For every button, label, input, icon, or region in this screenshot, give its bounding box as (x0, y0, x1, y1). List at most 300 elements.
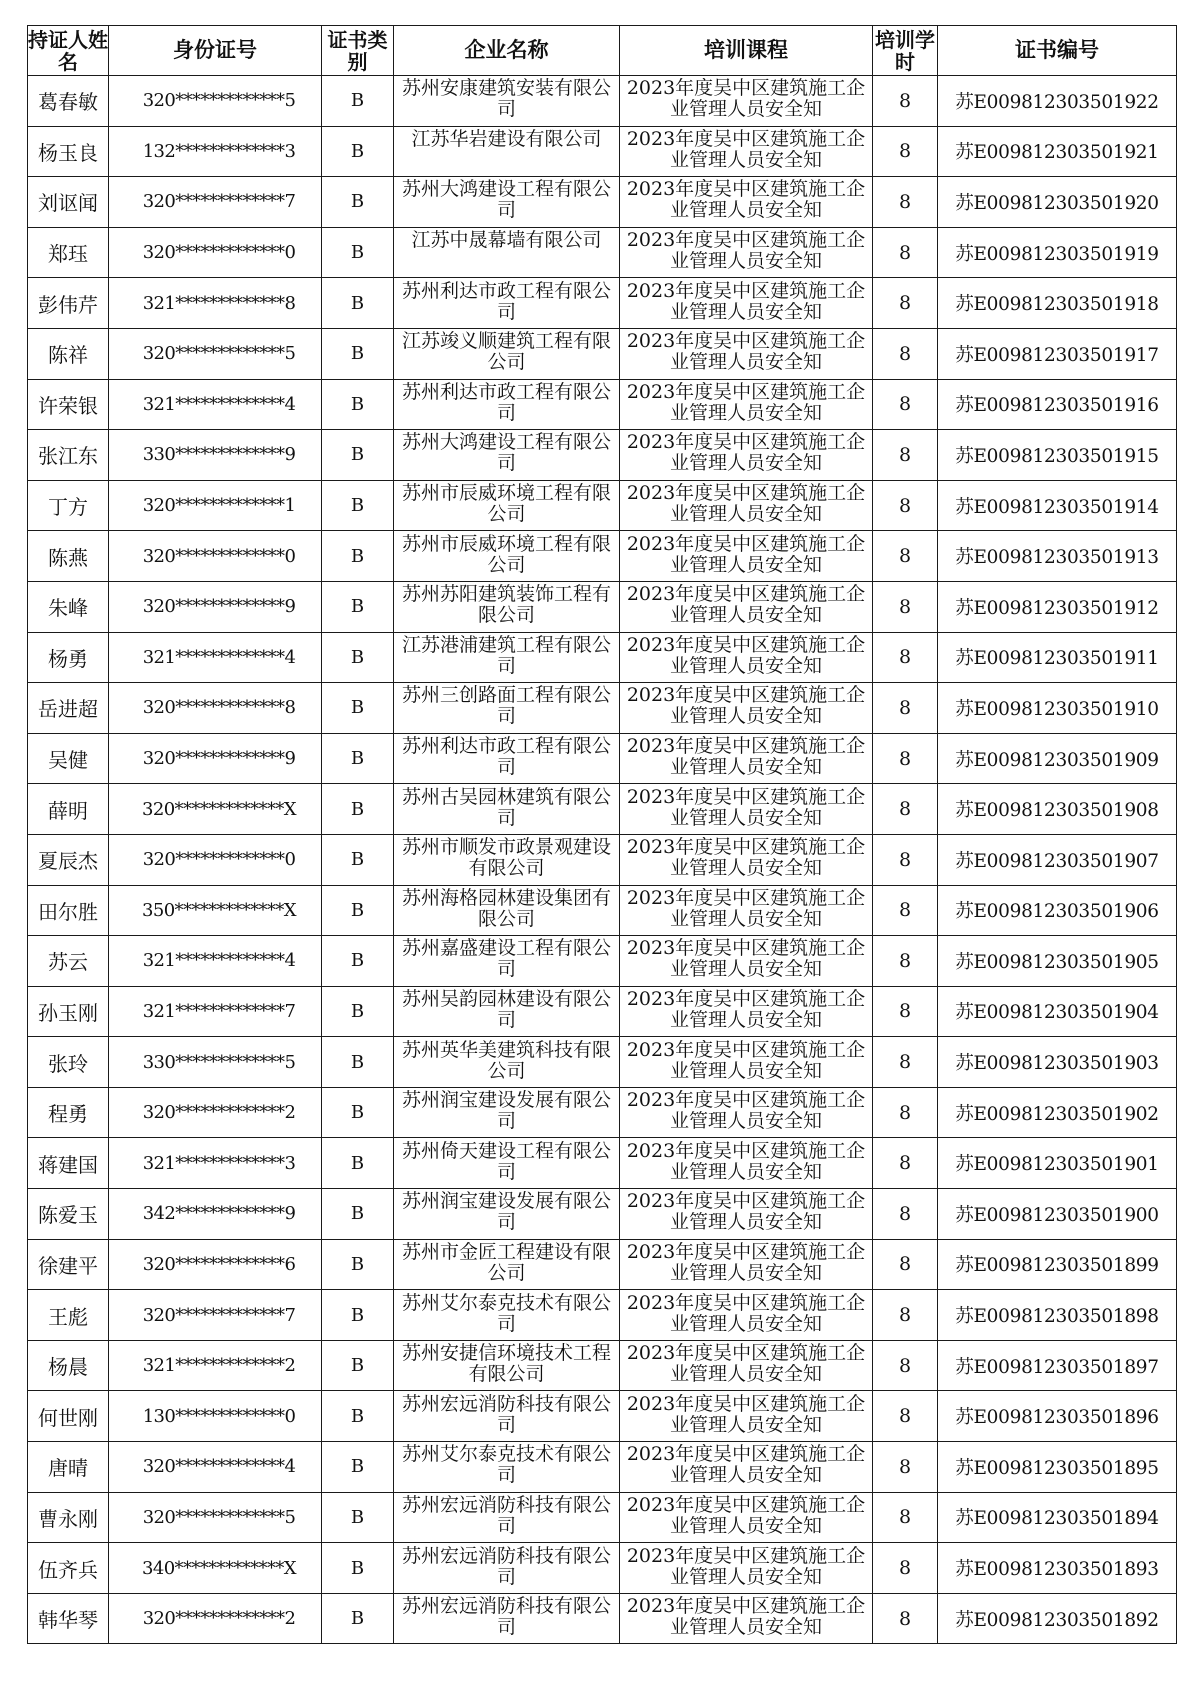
hours-cell: 8 (873, 1593, 938, 1644)
cert-number-cell: 苏E009812303501894 (938, 1492, 1177, 1543)
header-hours: 培训学时 (873, 26, 938, 76)
header-row (28, 26, 1177, 76)
id-number-cell: 320*************4 (109, 1442, 322, 1493)
course-cell (620, 683, 873, 734)
cert-type-cell: B (322, 1492, 394, 1543)
holder-name-cell: 韩华琴 (28, 1593, 109, 1644)
company-cell (394, 1239, 620, 1290)
table-row (28, 177, 1177, 228)
table-row (28, 1492, 1177, 1543)
id-number-cell: 320*************7 (109, 177, 322, 228)
course-cell (620, 1037, 873, 1088)
id-number-cell: 340*************X (109, 1543, 322, 1594)
id-number-cell: 342*************9 (109, 1189, 322, 1240)
course-cell (620, 936, 873, 987)
hours-cell: 8 (873, 328, 938, 379)
table-row (28, 1442, 1177, 1493)
holder-name-cell: 薛明 (28, 784, 109, 835)
course-cell (620, 531, 873, 582)
id-number-cell: 132*************3 (109, 126, 322, 177)
hours-cell: 8 (873, 834, 938, 885)
holder-name-cell: 唐晴 (28, 1442, 109, 1493)
course-cell-text: 2023年度吴中区建筑施工企业管理人员安全知 (626, 381, 866, 424)
cert-number-cell: 苏E009812303501920 (938, 177, 1177, 228)
course-cell (620, 379, 873, 430)
course-cell (620, 480, 873, 531)
cert-type-cell: B (322, 1037, 394, 1088)
course-cell (620, 1340, 873, 1391)
holder-name-cell: 田尔胜 (28, 885, 109, 936)
hours-cell: 8 (873, 1189, 938, 1240)
table-row (28, 126, 1177, 177)
hours-cell: 8 (873, 1087, 938, 1138)
cert-type-cell: B (322, 581, 394, 632)
table-row (28, 1189, 1177, 1240)
company-cell (394, 1138, 620, 1189)
company-cell (394, 177, 620, 228)
table-body (28, 76, 1177, 1644)
company-cell (394, 834, 620, 885)
id-number-cell: 321*************4 (109, 632, 322, 683)
course-cell-text: 2023年度吴中区建筑施工企业管理人员安全知 (626, 1241, 866, 1284)
course-cell-text: 2023年度吴中区建筑施工企业管理人员安全知 (626, 1596, 866, 1639)
holder-name-cell: 葛春敏 (28, 76, 109, 127)
table-row (28, 885, 1177, 936)
company-cell-text: 苏州倚天建设工程有限公司 (401, 1140, 611, 1183)
cert-type-cell: B (322, 784, 394, 835)
hours-cell: 8 (873, 784, 938, 835)
cert-type-cell: B (322, 227, 394, 278)
cert-number-cell: 苏E009812303501892 (938, 1593, 1177, 1644)
cert-type-cell: B (322, 177, 394, 228)
course-cell (620, 885, 873, 936)
company-cell-text: 江苏港浦建筑工程有限公司 (401, 634, 611, 677)
course-cell-text: 2023年度吴中区建筑施工企业管理人员安全知 (626, 988, 866, 1031)
holder-name-cell: 程勇 (28, 1087, 109, 1138)
cert-type-cell: B (322, 1442, 394, 1493)
cert-type-cell: B (322, 1239, 394, 1290)
course-cell-text: 2023年度吴中区建筑施工企业管理人员安全知 (626, 280, 866, 323)
course-cell (620, 1543, 873, 1594)
course-cell (620, 430, 873, 481)
company-cell-text: 苏州利达市政工程有限公司 (401, 736, 611, 779)
company-cell (394, 1442, 620, 1493)
holder-name-cell: 杨晨 (28, 1340, 109, 1391)
course-cell-text: 2023年度吴中区建筑施工企业管理人员安全知 (626, 533, 866, 576)
holder-name-cell: 杨玉良 (28, 126, 109, 177)
cert-number-cell: 苏E009812303501915 (938, 430, 1177, 481)
cert-number-cell: 苏E009812303501905 (938, 936, 1177, 987)
course-cell-text: 2023年度吴中区建筑施工企业管理人员安全知 (626, 685, 866, 728)
id-number-cell: 320*************5 (109, 1492, 322, 1543)
table-header (28, 26, 1177, 76)
table-row (28, 1138, 1177, 1189)
document-page (27, 25, 1176, 1644)
course-cell (620, 1189, 873, 1240)
id-number-cell: 321*************8 (109, 278, 322, 329)
holder-name-cell: 陈祥 (28, 328, 109, 379)
id-number-cell: 321*************4 (109, 379, 322, 430)
table-row (28, 278, 1177, 329)
cert-number-cell: 苏E009812303501897 (938, 1340, 1177, 1391)
table-row (28, 1239, 1177, 1290)
course-cell (620, 1492, 873, 1543)
course-cell-text: 2023年度吴中区建筑施工企业管理人员安全知 (626, 1292, 866, 1335)
header-id-number: 身份证号 (109, 26, 322, 76)
company-cell-text: 苏州市辰威环境工程有限公司 (401, 533, 611, 576)
id-number-cell: 321*************7 (109, 986, 322, 1037)
course-cell (620, 126, 873, 177)
company-cell (394, 430, 620, 481)
hours-cell: 8 (873, 278, 938, 329)
table-row (28, 430, 1177, 481)
holder-name-cell: 苏云 (28, 936, 109, 987)
hours-cell: 8 (873, 227, 938, 278)
hours-cell: 8 (873, 1492, 938, 1543)
header-holder-name: 持证人姓名 (28, 27, 108, 74)
cert-type-cell: B (322, 76, 394, 127)
cert-number-cell: 苏E009812303501900 (938, 1189, 1177, 1240)
table-row (28, 733, 1177, 784)
company-cell-text: 苏州宏远消防科技有限公司 (401, 1494, 611, 1537)
cert-number-cell: 苏E009812303501912 (938, 581, 1177, 632)
company-cell (394, 784, 620, 835)
course-cell (620, 632, 873, 683)
cert-number-cell: 苏E009812303501906 (938, 885, 1177, 936)
cert-number-cell: 苏E009812303501907 (938, 834, 1177, 885)
course-cell-text: 2023年度吴中区建筑施工企业管理人员安全知 (626, 1090, 866, 1133)
holder-name-cell: 王彪 (28, 1290, 109, 1341)
company-cell (394, 1492, 620, 1543)
holder-name-cell: 张玲 (28, 1037, 109, 1088)
table-row (28, 986, 1177, 1037)
company-cell (394, 531, 620, 582)
course-cell-text: 2023年度吴中区建筑施工企业管理人员安全知 (626, 331, 866, 374)
course-cell (620, 76, 873, 127)
holder-name-cell: 徐建平 (28, 1239, 109, 1290)
hours-cell: 8 (873, 480, 938, 531)
company-cell (394, 885, 620, 936)
cert-number-cell: 苏E009812303501903 (938, 1037, 1177, 1088)
cert-type-cell: B (322, 1543, 394, 1594)
course-cell (620, 1087, 873, 1138)
course-cell (620, 581, 873, 632)
company-cell-text: 江苏竣义顺建筑工程有限公司 (401, 331, 611, 374)
holder-name-cell: 夏辰杰 (28, 834, 109, 885)
course-cell (620, 1442, 873, 1493)
hours-cell: 8 (873, 733, 938, 784)
cert-number-cell: 苏E009812303501902 (938, 1087, 1177, 1138)
holder-name-cell: 丁方 (28, 480, 109, 531)
company-cell-text: 江苏华岩建设有限公司 (411, 128, 602, 150)
company-cell (394, 733, 620, 784)
id-number-cell: 320*************0 (109, 531, 322, 582)
course-cell-text: 2023年度吴中区建筑施工企业管理人员安全知 (626, 634, 866, 677)
holder-name-cell: 何世刚 (28, 1391, 109, 1442)
company-cell-text: 苏州宏远消防科技有限公司 (401, 1545, 611, 1588)
header-cert-number: 证书编号 (938, 26, 1177, 76)
table-row (28, 936, 1177, 987)
company-cell-text: 苏州艾尔泰克技术有限公司 (401, 1292, 611, 1335)
company-cell-text: 苏州古吴园林建筑有限公司 (401, 786, 611, 829)
table-row (28, 632, 1177, 683)
id-number-cell: 320*************6 (109, 1239, 322, 1290)
id-number-cell: 321*************4 (109, 936, 322, 987)
course-cell-text: 2023年度吴中区建筑施工企业管理人员安全知 (626, 837, 866, 880)
table-row (28, 531, 1177, 582)
cert-type-cell: B (322, 1290, 394, 1341)
cert-type-cell: B (322, 632, 394, 683)
holder-name-cell: 曹永刚 (28, 1492, 109, 1543)
company-cell (394, 632, 620, 683)
cert-type-cell: B (322, 986, 394, 1037)
table-row (28, 1037, 1177, 1088)
holder-name-cell: 许荣银 (28, 379, 109, 430)
cert-type-cell: B (322, 328, 394, 379)
hours-cell: 8 (873, 177, 938, 228)
company-cell (394, 1543, 620, 1594)
company-cell-text: 苏州嘉盛建设工程有限公司 (401, 938, 611, 981)
course-cell-text: 2023年度吴中区建筑施工企业管理人员安全知 (626, 887, 866, 930)
cert-number-cell: 苏E009812303501895 (938, 1442, 1177, 1493)
hours-cell: 8 (873, 126, 938, 177)
header-company: 企业名称 (394, 26, 620, 76)
holder-name-cell: 陈爱玉 (28, 1189, 109, 1240)
header-cert-type: 证书类别 (322, 26, 394, 76)
company-cell-text: 苏州市辰威环境工程有限公司 (401, 483, 611, 526)
hours-cell: 8 (873, 1543, 938, 1594)
company-cell-text: 苏州大鸿建设工程有限公司 (401, 432, 611, 475)
course-cell (620, 1593, 873, 1644)
table-row (28, 834, 1177, 885)
cert-type-cell: B (322, 531, 394, 582)
company-cell-text: 苏州吴韵园林建设有限公司 (401, 988, 611, 1031)
holder-name-cell: 杨勇 (28, 632, 109, 683)
cert-type-cell: B (322, 1189, 394, 1240)
cert-number-cell: 苏E009812303501909 (938, 733, 1177, 784)
company-cell (394, 1290, 620, 1341)
id-number-cell: 320*************9 (109, 581, 322, 632)
hours-cell: 8 (873, 1391, 938, 1442)
id-number-cell: 320*************8 (109, 683, 322, 734)
table-row (28, 581, 1177, 632)
course-cell-text: 2023年度吴中区建筑施工企业管理人员安全知 (626, 483, 866, 526)
company-cell-text: 苏州大鸿建设工程有限公司 (401, 179, 611, 222)
cert-number-cell: 苏E009812303501899 (938, 1239, 1177, 1290)
table-row (28, 227, 1177, 278)
hours-cell: 8 (873, 379, 938, 430)
cert-type-cell: B (322, 379, 394, 430)
company-cell (394, 936, 620, 987)
cert-type-cell: B (322, 936, 394, 987)
company-cell (394, 1593, 620, 1644)
company-cell-text: 苏州市顺发市政景观建设有限公司 (401, 837, 611, 880)
id-number-cell: 330*************5 (109, 1037, 322, 1088)
cert-type-cell: B (322, 278, 394, 329)
cert-type-cell: B (322, 1087, 394, 1138)
hours-cell: 8 (873, 885, 938, 936)
id-number-cell: 320*************0 (109, 227, 322, 278)
course-cell (620, 328, 873, 379)
id-number-cell: 330*************9 (109, 430, 322, 481)
id-number-cell: 320*************9 (109, 733, 322, 784)
course-cell-text: 2023年度吴中区建筑施工企业管理人员安全知 (626, 1545, 866, 1588)
hours-cell: 8 (873, 1037, 938, 1088)
course-cell (620, 733, 873, 784)
cert-number-cell: 苏E009812303501919 (938, 227, 1177, 278)
table-row (28, 480, 1177, 531)
id-number-cell: 350*************X (109, 885, 322, 936)
holder-name-cell: 蒋建国 (28, 1138, 109, 1189)
cert-type-cell: B (322, 1340, 394, 1391)
id-number-cell: 320*************1 (109, 480, 322, 531)
header-course: 培训课程 (620, 26, 873, 76)
company-cell-text: 苏州利达市政工程有限公司 (401, 280, 611, 323)
course-cell (620, 784, 873, 835)
course-cell-text: 2023年度吴中区建筑施工企业管理人员安全知 (626, 1393, 866, 1436)
course-cell-text: 2023年度吴中区建筑施工企业管理人员安全知 (626, 1444, 866, 1487)
id-number-cell: 130*************0 (109, 1391, 322, 1442)
course-cell-text: 2023年度吴中区建筑施工企业管理人员安全知 (626, 786, 866, 829)
table-row (28, 1543, 1177, 1594)
hours-cell: 8 (873, 581, 938, 632)
company-cell-text: 苏州英华美建筑科技有限公司 (401, 1039, 611, 1082)
cert-number-cell: 苏E009812303501904 (938, 986, 1177, 1037)
course-cell (620, 1391, 873, 1442)
course-cell (620, 177, 873, 228)
cert-number-cell: 苏E009812303501922 (938, 76, 1177, 127)
company-cell-text: 苏州宏远消防科技有限公司 (401, 1393, 611, 1436)
company-cell-text: 苏州润宝建设发展有限公司 (401, 1191, 611, 1234)
course-cell-text: 2023年度吴中区建筑施工企业管理人员安全知 (626, 179, 866, 222)
hours-cell: 8 (873, 632, 938, 683)
company-cell-text: 苏州市金匠工程建设有限公司 (401, 1241, 611, 1284)
id-number-cell: 320*************0 (109, 834, 322, 885)
cert-number-cell: 苏E009812303501913 (938, 531, 1177, 582)
company-cell-text: 苏州安捷信环境技术工程有限公司 (401, 1343, 611, 1386)
certificate-table (27, 25, 1177, 1644)
company-cell-text: 苏州润宝建设发展有限公司 (401, 1090, 611, 1133)
cert-number-cell: 苏E009812303501911 (938, 632, 1177, 683)
company-cell (394, 480, 620, 531)
holder-name-cell: 刘讴闻 (28, 177, 109, 228)
table-row (28, 379, 1177, 430)
company-cell-text: 苏州利达市政工程有限公司 (401, 381, 611, 424)
company-cell-text: 苏州艾尔泰克技术有限公司 (401, 1444, 611, 1487)
table-row (28, 1593, 1177, 1644)
hours-cell: 8 (873, 1138, 938, 1189)
course-cell-text: 2023年度吴中区建筑施工企业管理人员安全知 (626, 78, 866, 121)
cert-number-cell: 苏E009812303501918 (938, 278, 1177, 329)
hours-cell: 8 (873, 531, 938, 582)
company-cell (394, 581, 620, 632)
course-cell-text: 2023年度吴中区建筑施工企业管理人员安全知 (626, 938, 866, 981)
company-cell-text: 苏州海格园林建设集团有限公司 (401, 887, 611, 930)
cert-number-cell: 苏E009812303501901 (938, 1138, 1177, 1189)
course-cell (620, 278, 873, 329)
id-number-cell: 320*************7 (109, 1290, 322, 1341)
course-cell (620, 1290, 873, 1341)
id-number-cell: 320*************X (109, 784, 322, 835)
course-cell (620, 1239, 873, 1290)
course-cell-text: 2023年度吴中区建筑施工企业管理人员安全知 (626, 584, 866, 627)
cert-number-cell: 苏E009812303501898 (938, 1290, 1177, 1341)
cert-number-cell: 苏E009812303501893 (938, 1543, 1177, 1594)
company-cell (394, 227, 620, 278)
cert-type-cell: B (322, 480, 394, 531)
id-number-cell: 320*************5 (109, 328, 322, 379)
company-cell (394, 1340, 620, 1391)
company-cell (394, 379, 620, 430)
hours-cell: 8 (873, 986, 938, 1037)
course-cell (620, 1138, 873, 1189)
company-cell (394, 1037, 620, 1088)
course-cell-text: 2023年度吴中区建筑施工企业管理人员安全知 (626, 1494, 866, 1537)
holder-name-cell: 陈燕 (28, 531, 109, 582)
company-cell (394, 683, 620, 734)
cert-type-cell: B (322, 733, 394, 784)
cert-type-cell: B (322, 834, 394, 885)
course-cell-text: 2023年度吴中区建筑施工企业管理人员安全知 (626, 432, 866, 475)
holder-name-cell: 伍齐兵 (28, 1543, 109, 1594)
company-cell-text: 苏州宏远消防科技有限公司 (401, 1596, 611, 1639)
cert-number-cell: 苏E009812303501917 (938, 328, 1177, 379)
cert-number-cell: 苏E009812303501910 (938, 683, 1177, 734)
company-cell (394, 1189, 620, 1240)
cert-number-cell: 苏E009812303501921 (938, 126, 1177, 177)
table-row (28, 784, 1177, 835)
company-cell-text: 江苏中晟幕墙有限公司 (411, 230, 602, 252)
holder-name-cell: 岳进超 (28, 683, 109, 734)
holder-name-cell: 朱峰 (28, 581, 109, 632)
company-cell (394, 278, 620, 329)
holder-name-cell: 孙玉刚 (28, 986, 109, 1037)
hours-cell: 8 (873, 936, 938, 987)
cert-type-cell: B (322, 1593, 394, 1644)
holder-name-cell: 张江东 (28, 430, 109, 481)
id-number-cell: 321*************3 (109, 1138, 322, 1189)
course-cell (620, 986, 873, 1037)
company-cell (394, 986, 620, 1037)
table-row (28, 76, 1177, 127)
hours-cell: 8 (873, 1340, 938, 1391)
cert-type-cell: B (322, 683, 394, 734)
course-cell (620, 227, 873, 278)
hours-cell: 8 (873, 76, 938, 127)
company-cell (394, 328, 620, 379)
hours-cell: 8 (873, 1239, 938, 1290)
course-cell-text: 2023年度吴中区建筑施工企业管理人员安全知 (626, 128, 866, 171)
hours-cell: 8 (873, 1290, 938, 1341)
course-cell-text: 2023年度吴中区建筑施工企业管理人员安全知 (626, 1343, 866, 1386)
table-row (28, 1290, 1177, 1341)
hours-cell: 8 (873, 430, 938, 481)
course-cell-text: 2023年度吴中区建筑施工企业管理人员安全知 (626, 1191, 866, 1234)
cert-type-cell: B (322, 1138, 394, 1189)
id-number-cell: 320*************5 (109, 76, 322, 127)
company-cell-text: 苏州安康建筑安装有限公司 (401, 78, 611, 121)
cert-number-cell: 苏E009812303501916 (938, 379, 1177, 430)
company-cell (394, 76, 620, 127)
table-row (28, 328, 1177, 379)
holder-name-cell: 吴健 (28, 733, 109, 784)
cert-type-cell: B (322, 885, 394, 936)
holder-name-cell: 郑珏 (28, 227, 109, 278)
hours-cell: 8 (873, 683, 938, 734)
table-row (28, 683, 1177, 734)
table-row (28, 1087, 1177, 1138)
company-cell (394, 126, 620, 177)
